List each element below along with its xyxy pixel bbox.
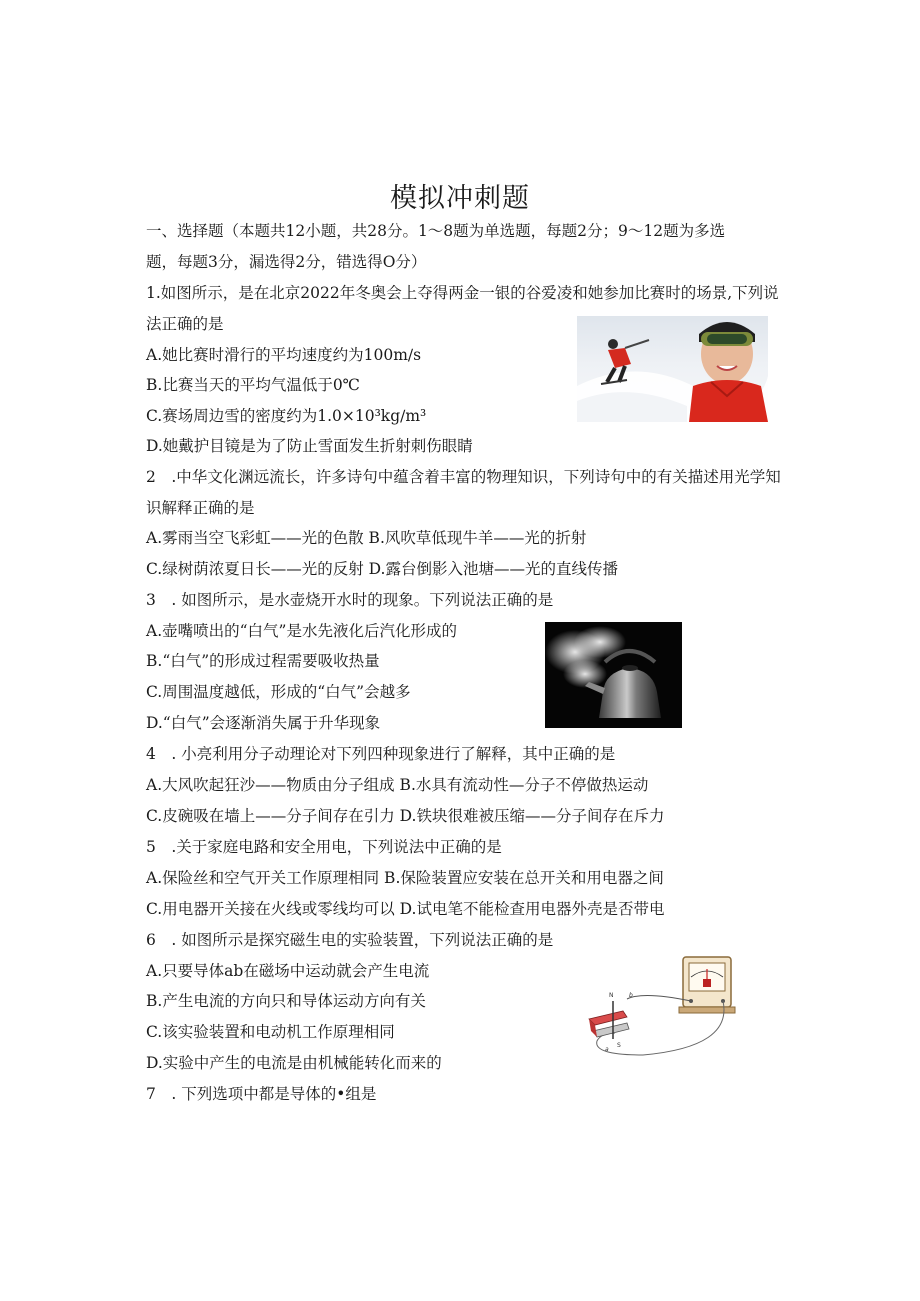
question-1-option-b: B.比赛当天的平均气温低于0℃	[146, 376, 361, 394]
question-6-option-b: B.产生电流的方向只和导体运动方向有关	[146, 992, 426, 1010]
question-2-stem-cont: 识解释正确的是	[146, 499, 255, 517]
question-3-stem: 3 . 如图所示，是水壶烧开水时的现象。下列说法正确的是	[146, 591, 554, 609]
question-1-option-c: C.赛场周边雪的密度约为1.0×10³kg∕m³	[146, 407, 427, 425]
kettle-illustration	[545, 622, 682, 728]
question-6-option-a: A.只要导体ab在磁场中运动就会产生电流	[146, 962, 430, 980]
question-3-option-d: D.“白气”会逐渐消失属于升华现象	[146, 714, 381, 732]
question-1-stem: 1.如图所示，是在北京2022年冬奥会上夺得两金一银的谷爱凌和她参加比赛时的场景,下列说	[146, 284, 779, 302]
question-3-option-c: C.周围温度越低，形成的“白气”会越多	[146, 683, 411, 701]
kettle-photo	[545, 622, 682, 728]
question-6-option-d: D.实验中产生的电流是由机械能转化而来的	[146, 1054, 442, 1072]
question-1-stem-cont: 法正确的是	[146, 315, 224, 333]
question-6-option-c: C.该实验装置和电动机工作原理相同	[146, 1023, 395, 1041]
question-2-stem: 2 .中华文化渊远流长，许多诗句中蕴含着丰富的物理知识，下列诗句中的有关描述用光学知	[146, 468, 781, 486]
question-5-options-ab: A.保险丝和空气开关工作原理相同 B.保险装置应安装在总开关和用电器之间	[146, 869, 664, 887]
skier-illustration	[577, 316, 768, 422]
question-1-option-d: D.她戴护目镜是为了防止雪面发生折射刺伤眼睛	[146, 437, 473, 455]
question-3-option-a: A.壶嘴喷出的“白气”是水先液化后汽化形成的	[146, 622, 457, 640]
induction-apparatus-illustration	[583, 951, 739, 1061]
question-2-options-cd: C.绿树荫浓夏日长——光的反射 D.露台倒影入池塘——光的直线传播	[146, 560, 618, 578]
label-a: a	[605, 1046, 609, 1053]
label-south: S	[617, 1042, 621, 1049]
section-heading-cont: 题，每题3分，漏选得2分，错选得O分）	[146, 253, 427, 271]
question-3-option-b: B.“白气”的形成过程需要吸收热量	[146, 652, 380, 670]
question-6-stem: 6 . 如图所示是探究磁生电的实验装置，下列说法正确的是	[146, 931, 554, 949]
label-north: N	[609, 992, 614, 999]
section-heading: 一、选择题（本题共12小题，共28分。1～8题为单选题，每题2分；9～12题为多选	[146, 222, 726, 240]
induction-apparatus-figure	[583, 951, 739, 1061]
page-title: 模拟冲刺题	[390, 183, 530, 214]
question-4-stem: 4 . 小亮利用分子动理论对下列四种现象进行了解释，其中正确的是	[146, 745, 616, 763]
question-5-options-cd: C.用电器开关接在火线或零线均可以 D.试电笔不能检查用电器外壳是否带电	[146, 900, 665, 918]
question-2-options-ab: A.雾雨当空飞彩虹——光的色散 B.风吹草低现牛羊——光的折射	[146, 529, 587, 547]
question-7-stem: 7 . 下列选项中都是导体的•组是	[146, 1085, 377, 1103]
question-1-option-a: A.她比赛时滑行的平均速度约为100m∕s	[146, 346, 422, 364]
question-5-stem: 5 .关于家庭电路和安全用电，下列说法中正确的是	[146, 838, 502, 856]
question-4-options-ab: A.大风吹起狂沙——物质由分子组成 B.水具有流动性—分子不停做热运动	[146, 776, 649, 794]
skier-photo	[577, 316, 768, 422]
question-4-options-cd: C.皮碗吸在墙上——分子间存在引力 D.铁块很难被压缩——分子间存在斥力	[146, 807, 665, 825]
label-b: b	[629, 992, 633, 999]
